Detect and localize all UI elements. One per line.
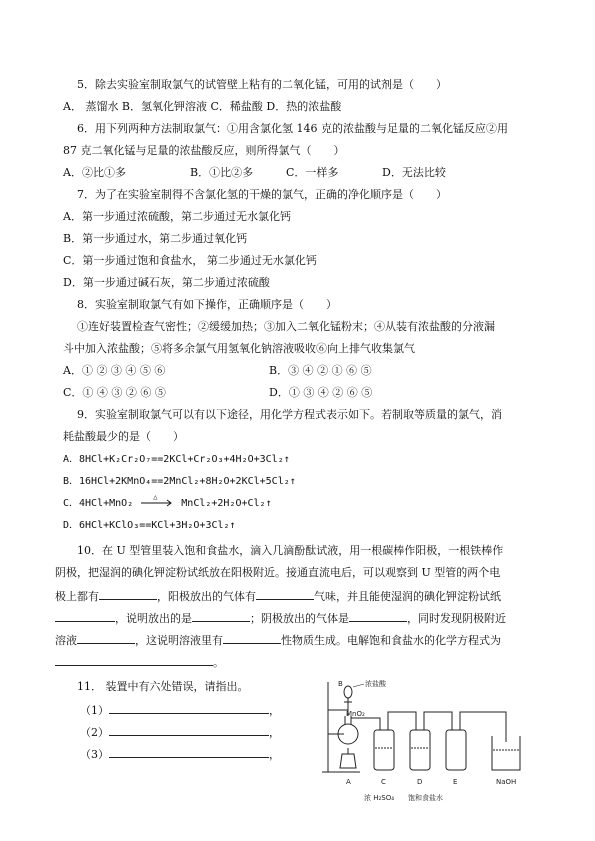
q9-stem-line2: 耗盐酸最少的是（ ） bbox=[63, 430, 184, 443]
q7-stem: 7．为了在实验室制得不含氯化氢的干燥的氯气，正确的净化顺序是（ ） bbox=[77, 188, 447, 201]
q11-answer-1[interactable] bbox=[109, 702, 269, 714]
label-d: D bbox=[417, 778, 423, 786]
q8-stem: 8．实验室制取氯气有如下操作，正确顺序是（ ） bbox=[77, 298, 337, 311]
q11-item-3-label: （3） bbox=[80, 748, 109, 761]
q8-option-c: C．① ④ ③ ② ⑥ ⑤ bbox=[63, 386, 166, 399]
q10-line5-a: 溶液 bbox=[55, 634, 77, 647]
label-a: A bbox=[346, 778, 351, 786]
q10-line5 bbox=[55, 632, 501, 648]
round-flask-a bbox=[338, 716, 368, 744]
q10-blank-equation[interactable] bbox=[55, 654, 213, 666]
q8-operations-line2: 斗中加入浓盐酸；⑤将多余氯气用氢氧化钠溶液吸收⑥向上排气收集氯气 bbox=[63, 342, 415, 355]
q7-option-a: A．第一步通过浓硫酸，第二步通过无水氯化钙 bbox=[63, 210, 291, 223]
q10-blank-3[interactable] bbox=[55, 610, 115, 622]
q10-line4-b: ；阴极放出的气体是 bbox=[250, 612, 349, 625]
q8-operations-line1: ①连好装置检查气密性；②缓缓加热；③加入二氧化锰粉末；④从装有浓盐酸的分液漏 bbox=[77, 320, 495, 333]
q7-option-b: B．第一步通过水，第二步通过氧化钙 bbox=[63, 232, 248, 245]
q9-option-a: A．8HCl+K₂Cr₂O₇==2KCl+Cr₂O₃+4H₂O+3Cl₂↑ bbox=[63, 454, 290, 465]
q5-stem: 5．除去实验室制取氯气的试管壁上粘有的二氧化锰，可用的试剂是（ ） bbox=[77, 78, 447, 91]
q9-option-c-products: MnCl₂+2H₂O+Cl₂↑ bbox=[181, 498, 272, 509]
q10-line5-b: ，这说明溶液里有 bbox=[135, 634, 223, 647]
q6-option-b: B．①比②多 bbox=[190, 166, 254, 179]
q9-option-b: B．16HCl+2KMnO₄==2MnCl₂+8H₂O+2KCl+5Cl₂↑ bbox=[63, 476, 296, 487]
q11-stem: 11． 装置中有六处错误，请指出。 bbox=[77, 680, 249, 693]
q11-item-2-label: （2） bbox=[80, 726, 109, 739]
q10-line3-c: 气味，并且能使湿润的碘化钾淀粉试纸 bbox=[314, 590, 501, 603]
wash-bottle-d bbox=[410, 730, 430, 770]
q11-item-2 bbox=[80, 724, 280, 740]
wash-bottle-c bbox=[374, 730, 394, 770]
q9-option-c-heat-condition: △ bbox=[153, 493, 158, 501]
q6-option-a: A．②比①多 bbox=[63, 166, 126, 179]
q10-line3-a: 极上都有 bbox=[55, 590, 99, 603]
q10-line4-c: ，同时发现阴极附近 bbox=[407, 612, 506, 625]
q10-blank-4[interactable] bbox=[192, 610, 250, 622]
label-c: C bbox=[381, 778, 386, 786]
q10-blank-6[interactable] bbox=[77, 632, 135, 644]
q9-option-d: D．6HCl+KClO₃==KCl+3H₂O+3Cl₂↑ bbox=[63, 520, 236, 531]
label-conc-hcl: 浓盐酸 bbox=[365, 680, 386, 688]
q11-answer-3[interactable] bbox=[109, 746, 269, 758]
q6-stem-line2: 87 克二氧化锰与足量的浓盐酸反应，则所得氯气（ ） bbox=[63, 144, 345, 157]
q10-line3 bbox=[55, 588, 501, 604]
q11-item-1 bbox=[80, 702, 280, 718]
q9-stem-line1: 9．实验室制取氯气可以有以下途径，用化学方程式表示如下。若制取等质量的氯气，消 bbox=[77, 408, 502, 421]
label-b: B bbox=[338, 680, 343, 688]
q5-options: A． 蒸馏水 B．氢氧化钾溶液 C．稀盐酸 D．热的浓盐酸 bbox=[63, 100, 342, 113]
q7-option-d: D．第一步通过碱石灰，第二步通过浓硫酸 bbox=[63, 276, 270, 289]
q10-line1: 10．在 U 型管里装入饱和食盐水，滴入几滴酚酞试液，用一根碳棒作阳极，一根铁棒作 bbox=[77, 544, 504, 557]
q6-option-c: C．一样多 bbox=[286, 166, 339, 179]
q7-option-c: C．第一步通过饱和食盐水， 第二步通过无水氯化钙 bbox=[63, 254, 317, 267]
q11-answer-2[interactable] bbox=[109, 724, 269, 736]
label-e: E bbox=[453, 778, 458, 786]
q11-item-3 bbox=[80, 746, 280, 762]
collection-bottle-e bbox=[446, 730, 466, 770]
q11-item-1-comma: ， bbox=[269, 704, 280, 717]
caption-conc-h2so4: 浓 H₂SO₄ bbox=[364, 794, 395, 802]
q8-option-d: D．① ③ ④ ② ⑥ ⑤ bbox=[269, 386, 373, 399]
q8-option-b: B．③ ④ ② ① ⑥ ⑤ bbox=[269, 364, 372, 377]
q10-line3-b: ，阳极放出的气体有 bbox=[157, 590, 256, 603]
q10-line4-a: ，说明放出的是 bbox=[115, 612, 192, 625]
q10-line4 bbox=[55, 610, 506, 626]
q10-line2: 阴极，把湿润的碘化钾淀粉试纸放在阳极附近。接通直流电后，可以观察到 U 型管的两个电 bbox=[55, 566, 501, 579]
q10-blank-7[interactable] bbox=[223, 632, 281, 644]
q10-line6 bbox=[55, 654, 224, 670]
q6-stem-line1: 6．用下列两种方法制取氯气：①用含氯化氢 146 克的浓盐酸与足量的二氧化锰反应②用 bbox=[77, 122, 508, 135]
connecting-tubes bbox=[368, 712, 506, 742]
label-mno2: MnO₂ bbox=[346, 710, 365, 718]
q10-blank-1[interactable] bbox=[99, 588, 157, 600]
q10-line6-end: 。 bbox=[213, 656, 224, 669]
q11-item-1-label: （1） bbox=[80, 704, 109, 717]
q6-option-d: D．无法比较 bbox=[382, 166, 446, 179]
label-naoh: NaOH bbox=[496, 778, 517, 786]
alcohol-lamp bbox=[340, 748, 356, 768]
q10-line5-c: 性物质生成。电解饱和食盐水的化学方程式为 bbox=[281, 634, 501, 647]
q10-blank-5[interactable] bbox=[349, 610, 407, 622]
q10-blank-2[interactable] bbox=[256, 588, 314, 600]
reaction-arrow-icon bbox=[139, 497, 175, 509]
q9-option-c-reactants: C．4HCl+MnO₂ bbox=[63, 498, 134, 509]
q11-item-2-comma: ， bbox=[269, 726, 280, 739]
q8-option-a: A．① ② ③ ④ ⑤ ⑥ bbox=[63, 364, 166, 377]
chlorine-apparatus-diagram bbox=[320, 672, 525, 807]
caption-saturated-brine: 饱和食盐水 bbox=[408, 794, 443, 802]
q9-option-c-heat-arrow bbox=[139, 493, 175, 509]
q11-item-3-comma: ， bbox=[269, 748, 280, 761]
q9-option-c bbox=[63, 493, 272, 511]
